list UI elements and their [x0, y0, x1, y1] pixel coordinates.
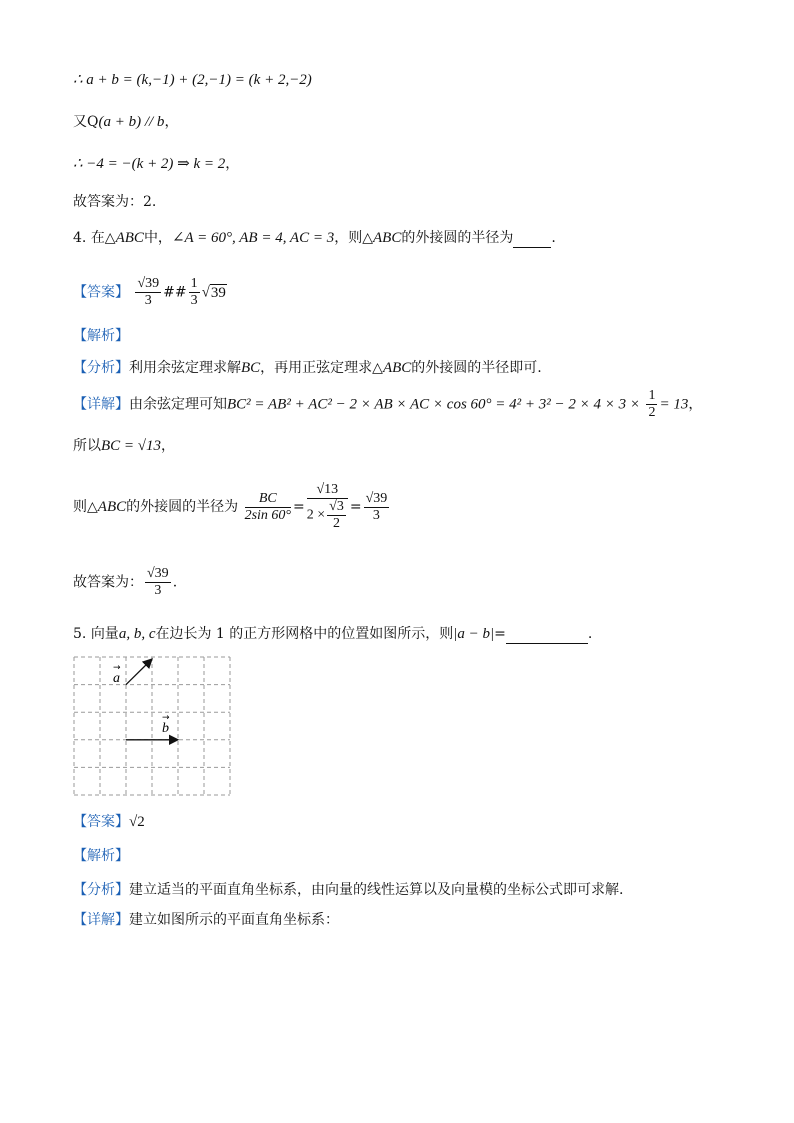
grid-lines — [74, 657, 230, 795]
q4-xiangjie: 【详解】由余弦定理可知BC² = AB² + AC² − 2 × AB × AC × cos 60° = 4² + 3² − 2 × 4 × 3 × $\frac{1}{2}$ = 13， — [73, 388, 703, 420]
solution-line-4: 故答案为：2. — [73, 194, 157, 210]
solution-line-2: 又Q(a + b) // b， — [73, 114, 179, 130]
vector-b-label: b — [162, 721, 169, 736]
answer-alt-fraction: $\frac{1}{3}$ — [190, 276, 198, 308]
vector-a-label: a — [113, 671, 120, 686]
answer-fraction: $\frac{√39}{3}$ — [137, 276, 160, 308]
answer-blank — [506, 643, 588, 644]
vector-a-arrow — [126, 659, 152, 685]
vector-a-arrow-mark: → — [113, 663, 121, 673]
vector-grid-figure — [73, 656, 233, 796]
q4-analysis-label: 【解析】 — [73, 328, 129, 344]
q4-final: 故答案为： $\frac{√39}{3}$ . — [73, 566, 178, 598]
q5-answer: 【答案】√2 — [73, 814, 145, 830]
q4-answer: 【答案】 $\frac{√39}{3}$ ## $\frac{1}{3}$ √39 — [73, 276, 226, 308]
q5-analysis-label: 【解析】 — [73, 848, 129, 864]
solution-line-3: ∴ −4 = −(k + 2) ⇒ k = 2， — [73, 156, 240, 172]
answer-blank — [513, 247, 551, 248]
q4-bc-line: 所以BC = √13， — [73, 438, 176, 454]
solution-line-1: ∴ a + b = (k,−1) + (2,−1) = (k + 2,−2) — [73, 72, 312, 88]
vector-b-arrow-mark: → — [162, 713, 170, 723]
q4-fenxi: 【分析】利用余弦定理求解BC，再用正弦定理求△ABC的外接圆的半径即可. — [73, 360, 542, 376]
question-4: 4. 在△ABC中，∠A = 60°, AB = 4, AC = 3，则△ABC的外接圆的半径为 . — [73, 230, 556, 246]
q4-radius-line: 则△ABC的外接圆的半径为 $\frac{BC}{2\sin 60^\circ}$ = √13 2 × $\frac{√3}{2}$ = $\frac{√39}{3}$ — [73, 482, 388, 531]
q5-fenxi: 【分析】建立适当的平面直角坐标系，由向量的线性运算以及向量模的坐标公式即可求解. — [73, 882, 624, 898]
q5-xiangjie: 【详解】建立如图所示的平面直角坐标系： — [73, 912, 339, 928]
question-5: 5. 向量a, b, c在边长为 1 的正方形网格中的位置如图所示，则|a − b|= . — [73, 626, 593, 642]
